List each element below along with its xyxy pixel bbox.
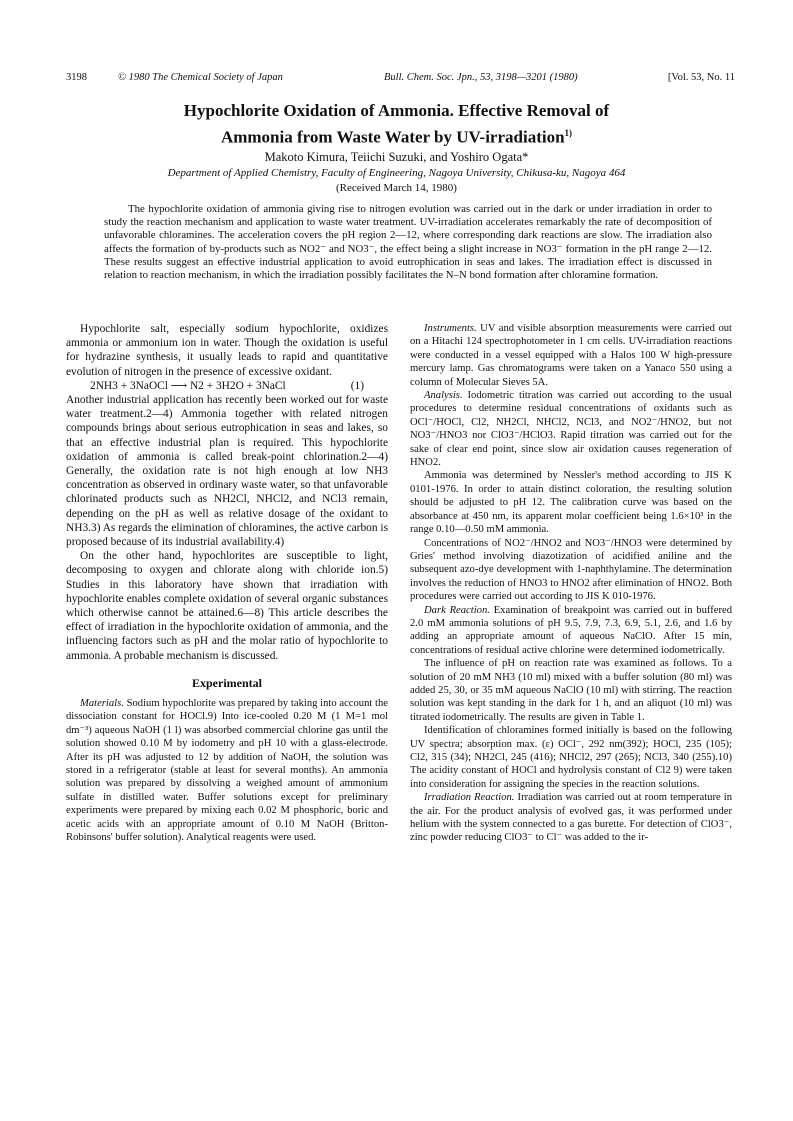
title-line-1: Hypochlorite Oxidation of Ammonia. Effective Removal of [183, 101, 610, 120]
analysis-text: Iodometric titration was carried out according to the usual procedures to determine residual concentrations of oxidants such as OCl⁻/HOCl, Cl2, NH2Cl, NHCl2, NCl3, and NO2⁻/HNO2, but not NO3⁻/HNO3 nor ClO3⁻/HClO3. Rapid titration was carried out for the sake of clear end point, since slow air oxidation causes regeneration of HNO2. [410, 390, 732, 469]
copyright-line: © 1980 The Chemical Society of Japan [118, 72, 283, 83]
analysis-label: Analysis. [424, 390, 463, 402]
irradiation-paragraph [410, 791, 732, 845]
abstract: The hypochlorite oxidation of ammonia giving rise to nitrogen evolution was carried out in the dark or under irradiation in order to study the reaction mechanism and application to waste water treatment. UV-irradiation accelerates remarkably the rate of decomposition of unfavorable chloramines. The acceleration covers the pH region 2—12, where corresponding dark reactions are slow. The irradiation also affects the formation of by-products such as NO2⁻ and NO3⁻, the effect being a slight increase in NO3⁻ formation in the pH range 2—12. These results suggest an effective industrial application to avoid eutrophication in seas and lakes. The irradiation effect is discussed in relation to reaction mechanism, in which the irradiation possibly facilitates the N–N bond formation after chloramine formation. [104, 203, 712, 282]
left-column [66, 322, 388, 844]
materials-paragraph [66, 697, 388, 844]
identification-paragraph: Identification of chloramines formed initially is based on the following UV spectra; absorption max. (ε) OCl⁻, 292 nm(392); HOCl, 235 (105); Cl2, 315 (34); NH2Cl, 245 (416); NHCl2, 297 (265); NCl3, 340 (255).10) The acidity constant of HOCl and hydrolysis constant of Cl2 9) were taken into consideration for assigning the species in the reaction solutions. [410, 725, 732, 790]
intro-paragraph-2: Another industrial application has recently been worked out for waste water treatment.2—4) Ammonia together with related nitrogen compounds brings about serious eutrophication in seas and lakes, so that an effective industrial plan is required. This hypochlorite oxidation of ammonia is called break-point chlorination.2—4) Generally, the oxidation rate is not high enough at low NH3 concentration as observed in ordinary waste water, so that unfavorable chlorinated products such as NH2Cl, NHCl2, and NCl3 remain, depending on the pH as well as relative dosage of the oxidant to NH3.3) As regards the elimination of chloramines, the active carbon is proposed because of its industrial availability.4) [66, 394, 389, 549]
equation-text: 2NH3 + 3NaOCl ⟶ N2 + 3H2O + 3NaCl [90, 379, 286, 392]
instruments-text: UV and visible absorption measurements were carried out on a Hitachi 124 spectrophotometer in 1 cm cells. UV-irradiation reactions were conducted in a vessel equipped with a Halos 100 W high-pressure mercury lamp. Gas chromatograms were taken on a Yanaco 550 using a column of Molecular Sieves 5A. [410, 323, 732, 388]
nitrite-paragraph: Concentrations of NO2⁻/HNO2 and NO3⁻/HNO3 were determined by Gries' method involving diazotization of acidified aniline and the subsequent azo-dye development with 1-naphthylamine. The determination involves the reduction of HNO3 to HNO2 after elimination of HNO2. Both procedures were carried out according to JIS K 010-1976. [410, 537, 732, 603]
dark-reaction-label: Dark Reaction. [424, 604, 490, 616]
article-title [70, 100, 723, 149]
title-line-2: Ammonia from Waste Water by UV-irradiation [220, 127, 565, 147]
affiliation: Department of Applied Chemistry, Faculty of Engineering, Nagoya University, Chikusa-ku, Nagoya 464 [167, 167, 626, 179]
intro-paragraph-1: Hypochlorite salt, especially sodium hypochlorite, oxidizes ammonia or ammonium ion in water. Though the oxidation is useful for hydrazine synthesis, it usually leads to rapid and quantitative evolution of nitrogen in the presence of excessive oxidant. [66, 323, 388, 378]
section-heading-experimental: Experimental [192, 675, 262, 690]
volume-issue: [Vol. 53, No. 11 [667, 72, 735, 83]
ph-paragraph: The influence of pH on reaction rate was examined as follows. To a solution of 20 mM NH3 (10 ml) mixed with a buffer solution (80 ml) was added 25, 30, or 35 mM aqueous NaClO (10 ml) with stirring. The reaction solution was kept standing in the dark for 1 h, and an aliquot (10 ml) was titrated iodometrically. The results are given in Table 1. [410, 658, 732, 723]
equation-1 [66, 379, 388, 393]
equation-number: (1) [350, 379, 364, 392]
page-number: 3198 [66, 72, 87, 83]
title-footnote-mark: 1) [564, 128, 573, 138]
received-date: (Received March 14, 1980) [336, 182, 457, 194]
intro-paragraph-3: On the other hand, hypochlorites are susceptible to light, decomposing to oxygen and chlorate along with chloride ion.5) Studies in this laboratory have shown that irradiation with hypochlorite enables complete oxidation of several organic substances which otherwise cannot be attained.6—8) This article describes the effect of irradiation in the hypochlorite oxidation of ammonia, and the influencing factors such as pH and the molar ratio of hypochlorite to ammonia. A probable mechanism is discussed. [66, 550, 388, 662]
materials-label: Materials. [80, 697, 124, 709]
dark-reaction-paragraph [410, 604, 732, 658]
author-list: Makoto Kimura, Teiichi Suzuki, and Yoshiro Ogata* [264, 150, 529, 164]
analysis-paragraph [410, 389, 732, 469]
running-head [66, 70, 735, 86]
instruments-label: Instruments. [424, 323, 477, 334]
materials-text: Sodium hypochlorite was prepared by taking into account the dissociation constant for HOCl.9) Into ice-cooled 0.20 M (1 M=1 mol dm⁻³) aqueous NaOH (1 l) was absorbed commercial chlorine gas until the solution showed 0.10 M by iodometry and pH 10 with a glass-electrode. After its pH was adjusted to 12 by addition of NaOH, the solution was stored in a refrigerator (stable at least for several months). An ammonia solution was prepared by dissolving a weighed amount of ammonium sulfate in distilled water. Buffer solutions except for preliminary experiments were prepared by mixing each 0.02 M phosphoric, boric and acetic acids with an appropriate amount of 0.10 M NaOH (Britton-Robinsons' buffer solution). Analytical reagents were used. [66, 697, 388, 843]
irradiation-text: Irradiation was carried out at room temperature in the air. For the product analysis of evolved gas, it was performed under helium with the system connected to a gas burette. For detection of ClO3⁻, zinc powder reducing ClO3⁻ to Cl⁻ was added to the ir- [410, 792, 732, 844]
instruments-paragraph [410, 322, 732, 389]
dark-reaction-text: Examination of breakpoint was carried out in buffered 2.0 mM ammonia solutions of pH 9.5, 7.9, 7.3, 6.9, 5.1, 2.6, and 1.6 by adding an appropriate amount of aqueous NaClO. After 15 min, concentrations of residual active chlorine were determined iodometrically. [410, 604, 732, 656]
irradiation-label: Irradiation Reaction. [424, 792, 515, 804]
journal-citation: Bull. Chem. Soc. Jpn., 53, 3198—3201 (1980) [384, 72, 578, 83]
right-column [410, 322, 732, 845]
ammonia-paragraph: Ammonia was determined by Nessler's method according to JIS K 0101-1976. In order to attain distinct coloration, the resulting solution should be adjusted to pH 12. The calibration curve was based on the absorbance at 450 nm, its apparent molar coefficient being 1.6×10³ in the range 0.10—0.50 mM ammonia. [410, 470, 732, 536]
